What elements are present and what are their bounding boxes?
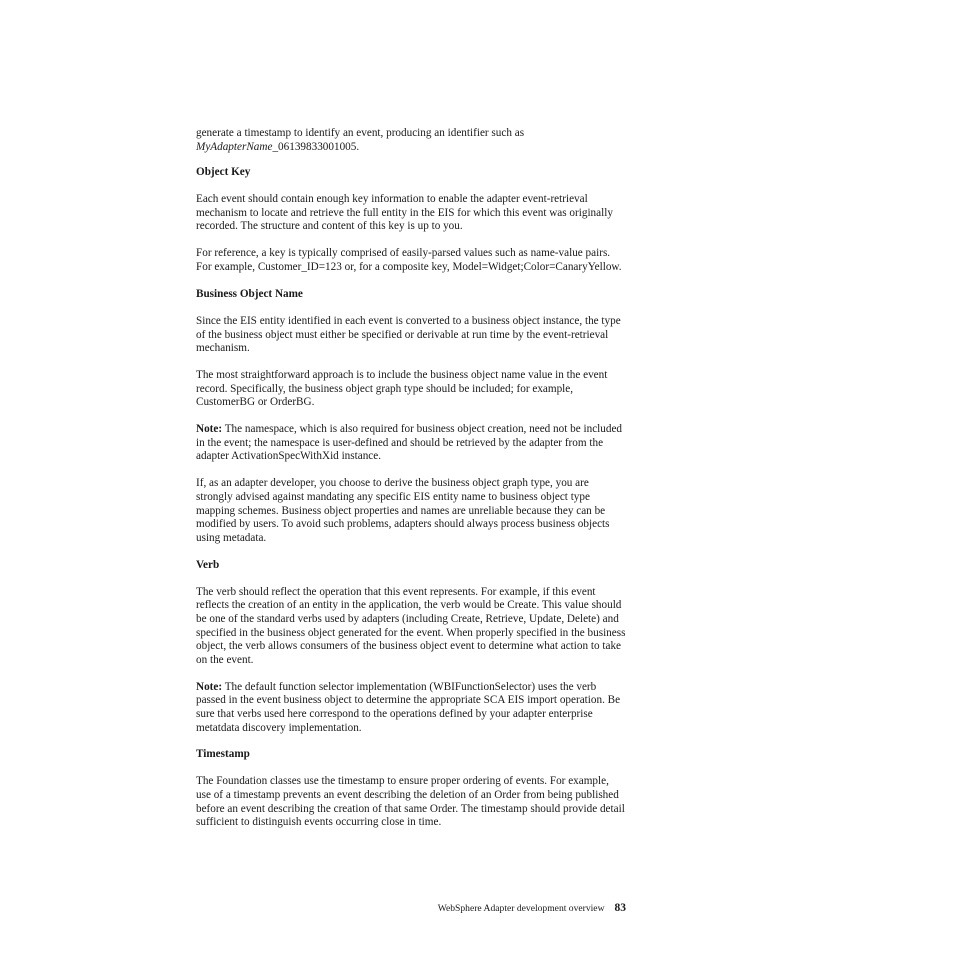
page-body [196,127,626,843]
intro-paragraph [196,127,626,154]
object-key-paragraph-1: Each event should contain enough key information to enable the adapter event-retrieval mechanism to locate and retrieve the full entity in the EIS for which this event was originally recorded. The structure and content of this key is up to you. [196,193,613,233]
page-number: 83 [614,902,626,914]
footer-title: WebSphere Adapter development overview [437,903,605,914]
note-text: The default function selector implementation (WBIFunctionSelector) uses the verb passed in the event business object to determine the appropriate SCA EIS import operation. Be sure that verbs used here correspond to the operations defined by your adapter enterprise metatdata discovery implementation. [196,680,621,734]
note-text: The namespace, which is also required for business object creation, need not be included in the event; the namespace is user-defined and should be retrieved by the adapter from the adapter ActivationSpecWithXid instance. [196,423,623,463]
heading-timestamp: Timestamp [196,748,250,761]
heading-object-key: Object Key [196,166,251,179]
bo-name-paragraph-1: Since the EIS entity identified in each event is converted to a business object instance, the type of the business object must either be specified or derivable at run time by the event-retrieval mechanism. [196,314,621,355]
intro-text: generate a timestamp to identify an event, producing an identifier such as [196,127,525,139]
bo-name-note [196,423,626,464]
heading-business-object-name: Business Object Name [196,287,303,300]
verb-note [196,681,626,735]
object-key-paragraph-2: For reference, a key is typically comprised of easily-parsed values such as name-value pairs. For example, Customer_ID=123 or, for a composite key, Model=Widget;Color=CanaryYellow. [196,247,622,273]
intro-emphasis: MyAdapterName [196,140,273,153]
bo-name-paragraph-3: If, as an adapter developer, you choose to derive the business object graph type, you are strongly advised against mandating any specific EIS entity name to business object type mapping schemes. Business object properties and names are unreliable because they can be modified by users. To avoid such problems, adapters should always process business objects using metadata. [196,477,610,544]
timestamp-paragraph-1: The Foundation classes use the timestamp to ensure proper ordering of events. For example, use of a timestamp prevents an event describing the deletion of an Order from being published before an event describing the creation of that same Order. The timestamp should provide detail sufficient to distinguish events occurring close in time. [196,775,625,829]
page-footer [420,902,626,915]
note-label: Note: [196,423,223,436]
heading-verb: Verb [196,558,220,571]
verb-paragraph-1: The verb should reflect the operation that this event represents. For example, if this event reflects the creation of an entity in the application, the verb would be Create. This value should be one of the standard verbs used by adapters (including Create, Retrieve, Update, Delete) and specified in the business object generated for the event. When properly specified in the business object, the verb allows consumers of the business object event to determine what action to take on the event. [196,585,626,666]
note-label: Note: [196,680,223,693]
bo-name-paragraph-2: The most straightforward approach is to include the business object name value in the event record. Specifically, the business object graph type should be included; for example, CustomerBG or OrderBG. [196,369,608,409]
intro-suffix: _06139833001005. [272,140,360,153]
